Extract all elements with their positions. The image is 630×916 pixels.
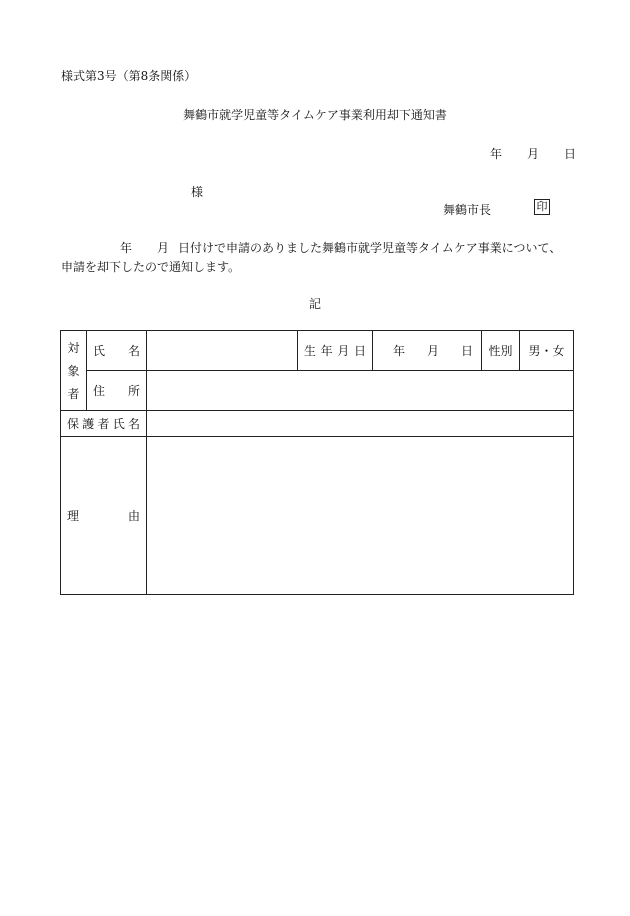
birth-month-label: 月 [426, 344, 439, 358]
birthdate-label-char: 生 [304, 344, 317, 358]
guardian-label-cell [61, 411, 147, 437]
form-number: 様式第3号（第8条関係） [61, 69, 197, 83]
guardian-label-char: 保 [67, 417, 80, 431]
guardian-label-char: 護 [82, 417, 95, 431]
date-day: 日 [564, 147, 577, 161]
sender-name: 舞鶴市長 [443, 203, 492, 217]
address-label-cell [87, 371, 147, 411]
document-title: 舞鶴市就学児童等タイムケア事業利用却下通知書 [183, 108, 447, 122]
body-text-line1: 日付けで申請のありました舞鶴市就学児童等タイムケア事業について、 [178, 241, 562, 255]
reason-input-cell[interactable] [147, 437, 574, 595]
subject-char: 対 [67, 341, 80, 355]
body-month: 月 [157, 241, 170, 255]
ki-marker: 記 [308, 297, 321, 311]
subject-char: 象 [67, 364, 80, 378]
reason-label-char: 由 [127, 509, 140, 523]
gender-label-cell: 性別 [482, 331, 520, 371]
birthdate-label-char: 年 [320, 344, 333, 358]
name-label-char: 氏 [93, 344, 106, 358]
reason-label-cell [61, 437, 147, 595]
seal-box: 印 [534, 199, 550, 215]
address-label-char: 住 [93, 384, 106, 398]
subject-header [61, 331, 87, 411]
birthdate-label-cell [298, 331, 373, 371]
birthdate-input-cell[interactable] [373, 331, 482, 371]
birthdate-label-char: 日 [353, 344, 366, 358]
birth-day-label: 日 [460, 344, 473, 358]
birth-year-label: 年 [392, 344, 405, 358]
guardian-label-char: 名 [127, 417, 140, 431]
name-label-cell [87, 331, 147, 371]
reason-label-char: 理 [67, 509, 80, 523]
guardian-label-char: 氏 [112, 417, 125, 431]
guardian-label-char: 者 [97, 417, 110, 431]
date-year: 年 [490, 147, 503, 161]
application-table [60, 330, 574, 595]
address-input-cell[interactable] [147, 371, 574, 411]
name-input-cell[interactable] [147, 331, 298, 371]
body-text-line2: 申請を却下したので通知します。 [61, 260, 241, 274]
guardian-input-cell[interactable] [147, 411, 574, 437]
address-label-char: 所 [127, 384, 140, 398]
name-label-char: 名 [127, 344, 140, 358]
gender-options-cell[interactable]: 男・女 [520, 331, 574, 371]
body-year: 年 [120, 241, 133, 255]
date-month: 月 [527, 147, 540, 161]
subject-char: 者 [67, 387, 80, 401]
birthdate-label-char: 月 [337, 344, 350, 358]
addressee-honorific: 様 [191, 185, 204, 199]
